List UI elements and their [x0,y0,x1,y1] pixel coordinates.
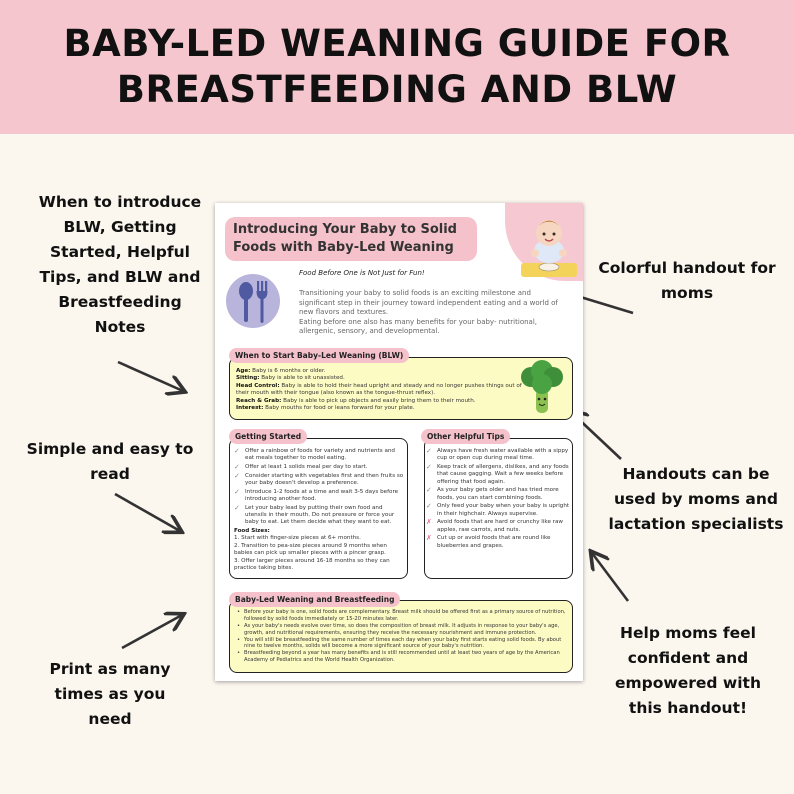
check-icon: ✓ [426,502,432,511]
handout-title-line-1: Introducing Your Baby to Solid [233,222,457,237]
when-item-label: Reach & Grab: [236,397,282,404]
tip-item [426,448,570,463]
callout-line: Notes [94,318,146,336]
when-item [236,368,522,375]
blw-breastfeeding-heading: Baby-Led Weaning and Breastfeeding [229,592,400,607]
when-item-label: Sitting: [236,375,260,382]
handout-page [215,203,583,681]
check-icon: ✓ [234,487,240,496]
banner-title-line-2: BREASTFEEDING AND BLW [116,68,678,111]
tip-item [426,464,570,486]
check-item-text: Let your baby lead by putting their own food and utensils in their mouth. Do not pressure or force your baby to eat. Let them decide what they want to eat. [245,504,395,526]
when-to-start-heading: When to Start Baby-Led Weaning (BLW) [229,348,409,363]
when-item [236,383,522,398]
check-icon: ✓ [234,471,240,480]
when-item-text: Baby is able to hold their head upright and steady and no longer pushes things out of their mouth with their tongue (also known as the tongue-thrust reflex). [236,382,522,397]
tip-item-text: Avoid foods that are hard or crunchy like raw apples, raw carrots, and nuts. [437,519,563,533]
check-icon: ✓ [234,447,240,455]
check-item-text: Consider starting with vegetables first and then fruits so your baby doesn't develop a preference. [245,472,404,486]
check-icon: ✓ [234,503,240,512]
bullet-item: • Before your baby is one, solid foods are complementary. Breast milk should be offered first as a primary source of nutrition, followed by solid foods immediately or 15-20 minutes later. [237,609,567,622]
tip-item-text: Only feed your baby when your baby is upright in their highchair. Always supervise. [437,503,570,517]
getting-started-list [234,448,404,572]
food-size-item: 1. Start with finger-size pieces at 6+ months. [234,535,361,542]
check-item [234,448,404,463]
callout-line: empowered with [615,674,761,692]
bullet-item: • You will still be breastfeeding the same number of times each day when your baby first starts eating solid foods. By about nine to twelve months, solids will become a more significant source of your baby's nutrition. [237,637,567,650]
callout-line: Help moms feel [620,624,756,642]
banner-title-line-1: BABY-LED WEANING GUIDE FOR [63,22,731,65]
callout-line: confident and [627,649,749,667]
getting-started-heading: Getting Started [229,429,307,444]
when-item-label: Age: [236,368,251,374]
when-item [236,398,522,405]
check-item-text: Offer a rainbow of foods for variety and nutrients and eat meals together to model eating. [245,448,395,462]
when-item-text: Baby is 6 months or older. [252,368,326,374]
arrow-icon [122,615,182,648]
baby-illustration [517,209,581,283]
check-item [234,489,404,504]
arrow-icon [592,553,628,601]
check-icon: ✓ [426,486,432,495]
check-item [234,464,404,471]
tip-item-text: Always have fresh water available with a sippy cup or open cup during meal time. [437,448,569,462]
x-icon: ✗ [426,518,432,527]
callout-line: When to introduce [38,193,202,211]
callout-line: lactation specialists [608,515,784,533]
when-to-start-list [236,368,522,412]
callout-line: Handouts can be [622,465,770,483]
food-size-item: 3. Offer larger pieces around 16-18 months so they can practice taking bites. [234,557,390,572]
arrow-icon [115,494,180,531]
when-item-label: Head Control: [236,382,280,389]
tip-item [426,503,570,518]
callout-line: Simple and easy to [26,440,194,458]
tip-item-text: Keep track of allergens, dislikes, and any foods that cause gagging. Wait a few weeks before offering that food again. [437,464,569,485]
callout-line: Tips, and BLW and [39,268,201,286]
when-item-text: Baby is able to sit unassisted. [261,375,345,382]
bullet-item: • Breastfeeding beyond a year has many benefits and is still recommended until at least two years of age by the American Academy of Pediatrics and the World Health Organization. [237,650,567,663]
callout-line: read [90,465,130,483]
callout-line: Started, Helpful [50,243,190,261]
when-item [236,375,522,382]
tip-item-text: Cut up or avoid foods that are round like blueberries and grapes. [437,535,551,549]
food-sizes-label: Food Sizes: [234,528,270,534]
food-sizes-title [234,528,404,535]
handout-title-box [225,217,477,261]
food-size-item: 2. Transition to pea-size pieces around 9 months when babies can pick up smaller pieces with a pincer grasp. [234,542,387,557]
other-tips-heading: Other Helpful Tips [421,429,510,444]
callout-line: moms [660,284,714,302]
when-item-text: Baby is able to pick up objects and easily bring them to their mouth. [283,397,476,404]
bullet-item: • As your baby's needs evolve over time, so does the composition of breast milk. It adjusts in response to your baby's age, growth, and nutritional requirements, ensuring they receive the necessary nourishment and immune protection. [237,623,567,636]
blw-breastfeeding-list [237,609,567,664]
intro-paragraph: Transitioning your baby to solid foods is an exciting milestone and significant step in their journey toward independent eating and a world of new flavors and textures. [299,289,558,317]
when-item-label: Interest: [236,405,264,412]
check-item-text: Introduce 1-2 foods at a time and wait 3-5 days before introducing another food. [245,488,399,502]
x-icon: ✗ [426,534,432,543]
tip-item [426,519,570,534]
tip-item [426,487,570,502]
arrow-icon [118,362,183,391]
callout-line: Print as many [49,660,171,678]
tip-item-text: As your baby gets older and has tried more foods, you can start combining foods. [437,487,559,501]
check-icon: ✓ [426,447,432,455]
handout-title-line-2: Foods with Baby-Led Weaning [233,240,454,255]
callout-line: times as you [54,685,166,703]
when-item-text: Baby mouths for food or leans forward for your plate. [265,405,415,412]
other-tips-list [426,448,570,551]
callout-line: this handout! [628,699,748,717]
check-item [234,473,404,488]
utensils-icon [226,271,280,329]
check-item [234,505,404,527]
check-icon: ✓ [234,463,240,471]
handout-intro [299,289,569,337]
check-item-text: Offer at least 1 solids meal per day to start. [245,464,368,470]
handout-tagline: Food Before One is Not Just for Fun! [299,269,425,277]
callout-line: BLW, Getting [63,218,177,236]
check-icon: ✓ [426,463,432,471]
intro-paragraph: Eating before one also has many benefits for your baby- nutritional, allergenic, sensory, and developmental. [299,317,537,336]
callout-line: used by moms and [613,490,779,508]
broccoli-icon [519,359,565,419]
callout-line: Breastfeeding [58,293,182,311]
callout-line: need [88,710,132,728]
callout-line: Colorful handout for [598,259,776,277]
tip-item [426,535,570,550]
when-item [236,405,522,412]
